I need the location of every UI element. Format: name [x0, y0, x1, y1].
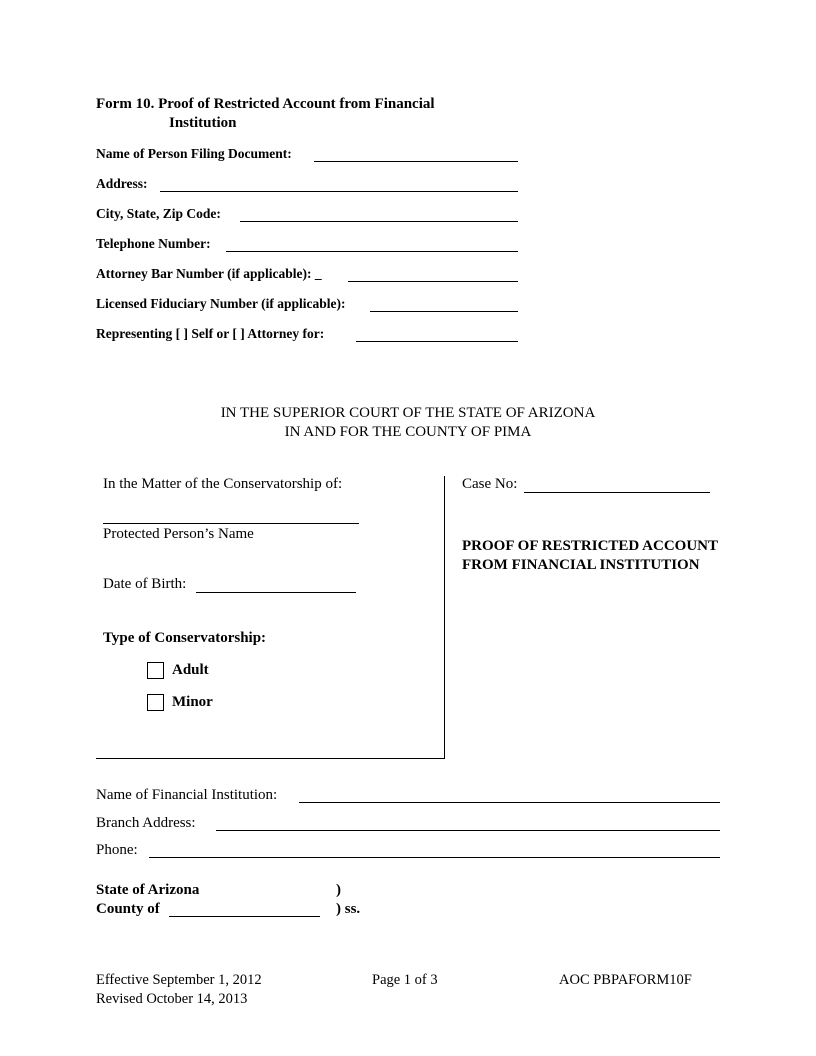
filer-city-label: City, State, Zip Code: — [96, 206, 221, 221]
protected-person-name-field[interactable] — [103, 523, 359, 524]
case-no-label: Case No: — [462, 476, 518, 492]
filer-fiduciary-label: Licensed Fiduciary Number (if applicable): — [96, 296, 346, 311]
footer-revised: Revised October 14, 2013 — [96, 991, 248, 1007]
filer-name-field[interactable] — [314, 161, 518, 162]
matter-label: In the Matter of the Conservatorship of: — [103, 476, 343, 492]
county-of-label: County of — [96, 901, 160, 917]
minor-label: Minor — [172, 694, 213, 710]
institution-name-field[interactable] — [299, 802, 720, 803]
form-title-line1: Form 10. Proof of Restricted Account from Financial — [96, 96, 435, 112]
caption-box — [96, 476, 445, 759]
minor-checkbox[interactable] — [147, 694, 164, 711]
dob-field[interactable] — [196, 592, 356, 593]
institution-phone-field[interactable] — [149, 857, 720, 858]
filer-representing-field[interactable] — [356, 341, 518, 342]
court-heading-line1: IN THE SUPERIOR COURT OF THE STATE OF ARIZONA — [220, 405, 596, 421]
institution-name-label: Name of Financial Institution: — [96, 787, 278, 803]
state-of-arizona-label: State of Arizona — [96, 882, 200, 898]
footer-effective: Effective September 1, 2012 — [96, 972, 262, 988]
footer-page-number: Page 1 of 3 — [372, 972, 438, 988]
venue-paren: ) — [336, 882, 341, 898]
adult-label: Adult — [172, 662, 209, 678]
county-field[interactable] — [169, 916, 320, 917]
filer-fiduciary-field[interactable] — [370, 311, 518, 312]
filer-bar-field[interactable] — [348, 281, 518, 282]
filer-bar-label: Attorney Bar Number (if applicable): _ — [96, 266, 322, 281]
filer-phone-label: Telephone Number: — [96, 236, 211, 251]
filer-representing-label: Representing [ ] Self or [ ] Attorney for: — [96, 326, 325, 341]
document-title-line1: PROOF OF RESTRICTED ACCOUNT — [462, 538, 718, 554]
institution-phone-label: Phone: — [96, 842, 138, 858]
filer-phone-field[interactable] — [226, 251, 518, 252]
filer-name-label: Name of Person Filing Document: — [96, 146, 292, 161]
form-title-line2: Institution — [169, 115, 237, 131]
dob-label: Date of Birth: — [103, 576, 187, 592]
branch-address-field[interactable] — [216, 830, 720, 831]
filer-address-label: Address: — [96, 176, 148, 191]
document-title-line2: FROM FINANCIAL INSTITUTION — [462, 557, 700, 573]
adult-checkbox[interactable] — [147, 662, 164, 679]
filer-city-field[interactable] — [240, 221, 518, 222]
branch-address-label: Branch Address: — [96, 815, 196, 831]
protected-person-label: Protected Person’s Name — [103, 526, 254, 542]
footer-form-code: AOC PBPAFORM10F — [559, 972, 692, 988]
type-of-conservatorship-label: Type of Conservatorship: — [103, 630, 267, 646]
court-heading-line2: IN AND FOR THE COUNTY OF PIMA — [284, 424, 532, 440]
case-no-field[interactable] — [524, 492, 710, 493]
filer-address-field[interactable] — [160, 191, 518, 192]
ss-label: ) ss. — [336, 901, 361, 917]
